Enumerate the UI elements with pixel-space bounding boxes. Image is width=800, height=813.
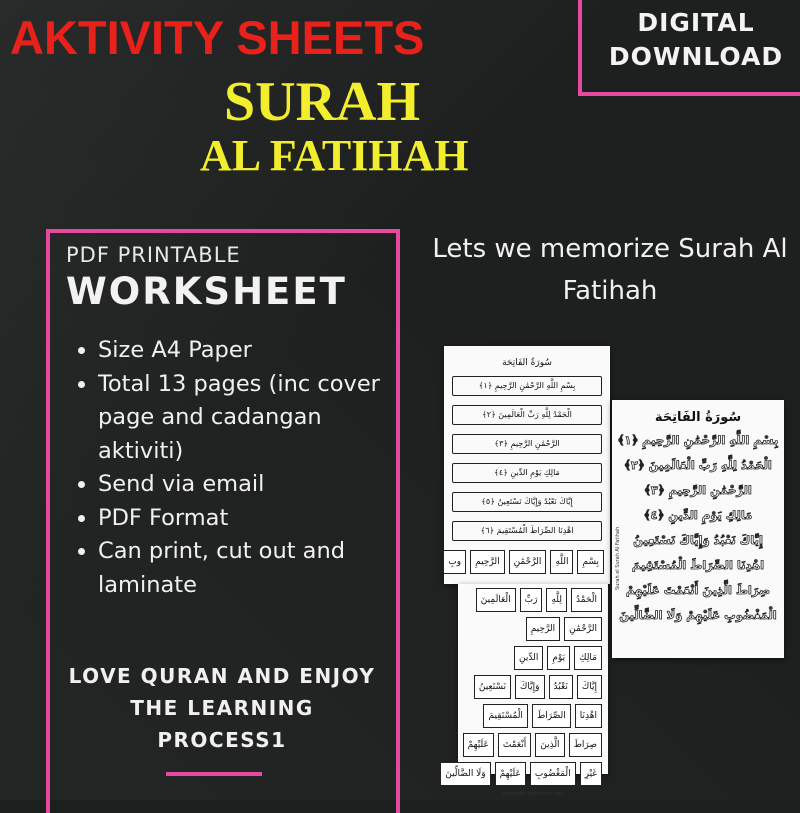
feature-item: • Total 13 pages (inc cover page and cadangan aktiviti) bbox=[98, 368, 388, 469]
feature-item: • Can print, cut out and laminate bbox=[98, 535, 388, 602]
word-card: الرَّحْمَٰنِ bbox=[564, 617, 602, 641]
feature-item: • Send via email bbox=[98, 468, 388, 502]
word-card: عَلَيْهِمْ bbox=[463, 733, 494, 757]
feature-list bbox=[78, 334, 388, 602]
word-card: الرَّحِيمِ bbox=[526, 617, 560, 641]
worksheet-preview-tracing bbox=[444, 346, 610, 584]
word-card: اللَّهِ bbox=[550, 550, 573, 574]
sheet-side-caption: Surah el Surah Al Fatihah bbox=[615, 526, 621, 590]
tracing-line: الرَّحْمَٰنِ الرَّحِيمِ ﴿٣﴾ bbox=[452, 434, 602, 454]
word-card: الَّذِينَ bbox=[535, 733, 564, 757]
word-card: الدِّينِ bbox=[514, 646, 543, 670]
word-card: يَوْمِ bbox=[547, 646, 570, 670]
word-card: وَإِيَّاكَ bbox=[515, 675, 545, 699]
word-card: الرَّحِيمِ bbox=[470, 550, 504, 574]
sheet-title: سُورَةُ الفَاتِحَة bbox=[654, 410, 742, 425]
outline-verse: مَالِكِ يَوْمِ الدِّينِ ﴿٤﴾ bbox=[643, 508, 753, 522]
word-card: الرَّحْمَٰنِ bbox=[509, 550, 547, 574]
sheet-title: سُورَةُ الفَاتِحَة bbox=[502, 358, 552, 368]
digital-text: DIGITAL bbox=[637, 8, 755, 37]
word-card: بِسْمِ bbox=[577, 550, 604, 574]
word-card: الْعَالَمِينَ bbox=[476, 588, 516, 612]
outline-verse: الْمَغْضُوبِ عَلَيْهِمْ وَلَا الضَّالِّينَ bbox=[619, 608, 777, 622]
outline-verse: الرَّحْمَٰنِ الرَّحِيمِ ﴿٣﴾ bbox=[644, 483, 752, 497]
digital-download-label bbox=[598, 6, 794, 74]
tracing-line: اهْدِنَا الصِّرَاطَ الْمُسْتَقِيمَ ﴿٦﴾ bbox=[452, 521, 602, 541]
surah-title: SURAH bbox=[224, 71, 421, 133]
closing-underline bbox=[166, 772, 262, 776]
download-text: DOWNLOAD bbox=[608, 42, 784, 71]
outline-verse: اهْدِنَا الصِّرَاطَ الْمُسْتَقِيمَ bbox=[631, 558, 765, 572]
worksheet-heading: WORKSHEET bbox=[66, 270, 347, 313]
word-card: نَسْتَعِينُ bbox=[474, 675, 511, 699]
word-card: الْحَمْدُ bbox=[571, 588, 602, 612]
word-card: صِرَاطَ bbox=[569, 733, 602, 757]
word-card: عَلَيْهِمْ bbox=[495, 762, 526, 786]
word-card: غَيْرِ bbox=[580, 762, 602, 786]
tracing-line: إِيَّاكَ نَعْبُدُ وَإِيَّاكَ نَسْتَعِينُ ﴿٥﴾ bbox=[452, 492, 602, 512]
sheet-footnote: Laminate and cut in line bbox=[502, 791, 564, 797]
pdf-printable-label: PDF PRINTABLE bbox=[66, 243, 241, 267]
feature-item: • PDF Format bbox=[98, 502, 388, 536]
word-card: وبِ bbox=[443, 550, 466, 574]
al-fatihah-title: AL FATIHAH bbox=[200, 131, 469, 180]
feature-item: • Size A4 Paper bbox=[98, 334, 388, 368]
tracing-line: الْحَمْدُ لِلَّهِ رَبِّ الْعَالَمِينَ ﴿٢﴾ bbox=[452, 405, 602, 425]
word-card: الْمُسْتَقِيمَ bbox=[483, 704, 527, 728]
outline-verse: صِرَاطَ الَّذِينَ أَنْعَمْتَ عَلَيْهِمْ bbox=[625, 583, 771, 597]
tagline: Lets we memorize Surah Al Fatihah bbox=[432, 234, 788, 306]
word-cards-row bbox=[464, 733, 602, 757]
word-card: اهْدِنَا bbox=[575, 704, 602, 728]
word-card: وَلَا الضَّالِّينَ bbox=[440, 762, 490, 786]
worksheet-preview-word-cards bbox=[445, 584, 608, 797]
word-cards-row bbox=[464, 646, 602, 670]
tracing-line: مَالِكِ يَوْمِ الدِّينِ ﴿٤﴾ bbox=[452, 463, 602, 483]
word-card: لِلَّهِ bbox=[546, 588, 567, 612]
activity-sheets-title: AKTIVITY SHEETS bbox=[10, 11, 425, 64]
outline-verse: بِسْمِ اللَّهِ الرَّحْمَٰنِ الرَّحِيمِ ﴿١﴾ bbox=[617, 433, 779, 447]
word-cards-row bbox=[464, 704, 602, 728]
word-cards-row bbox=[464, 617, 602, 641]
word-card: نَعْبُدُ bbox=[549, 675, 573, 699]
word-cards-row bbox=[445, 762, 602, 786]
word-card: الْمَغْضُوبِ bbox=[530, 762, 576, 786]
word-card: إِيَّاكَ bbox=[577, 675, 602, 699]
outline-verse: إِيَّاكَ نَعْبُدُ وَإِيَّاكَ نَسْتَعِينُ bbox=[633, 533, 763, 547]
worksheet-preview-outline bbox=[612, 400, 784, 658]
tracing-line: بِسْمِ اللَّهِ الرَّحْمَٰنِ الرَّحِيمِ ﴿١﴾ bbox=[452, 376, 602, 396]
word-card: أَنْعَمْتَ bbox=[498, 733, 531, 757]
word-cards-row bbox=[450, 550, 604, 574]
closing-message: LOVE QURAN AND ENJOY THE LEARNING PROCESS1 bbox=[68, 664, 376, 752]
word-cards-row bbox=[464, 675, 602, 699]
outline-verse: الْحَمْدُ لِلَّهِ رَبِّ الْعَالَمِينَ ﴿٢﴾ bbox=[624, 458, 772, 472]
word-cards-row bbox=[464, 588, 602, 612]
word-card: مَالِكِ bbox=[574, 646, 602, 670]
word-card: رَبِّ bbox=[520, 588, 543, 612]
word-card: الصِّرَاطَ bbox=[532, 704, 571, 728]
